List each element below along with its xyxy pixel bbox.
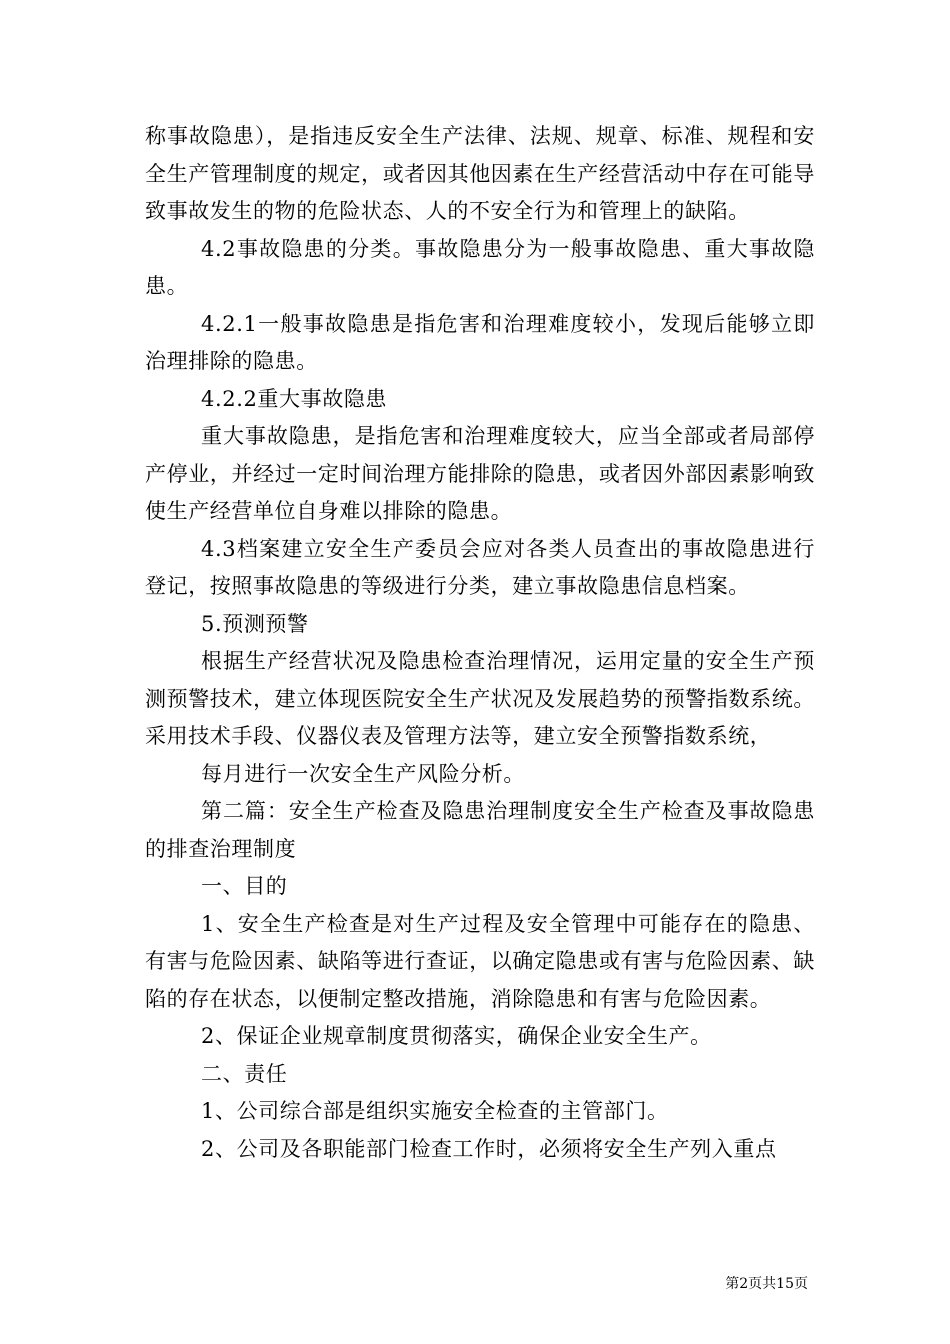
- paragraph: 1、安全生产检查是对生产过程及安全管理中可能存在的隐患、有害与危险因素、缺陷等进行查证，以确定隐患或有害与危险因素、缺陷的存在状态，以便制定整改措施，消除隐患和有害与危险因素。: [145, 911, 815, 1011]
- document-body: [145, 118, 815, 1168]
- paragraph: 二、责任: [201, 1061, 288, 1086]
- paragraph: 4.2.2重大事故隐患: [201, 386, 388, 411]
- paragraph: 2、保证企业规章制度贯彻落实，确保企业安全生产。: [201, 1024, 712, 1048]
- paragraph: 1、公司综合部是组织实施安全检查的主管部门。: [201, 1099, 669, 1123]
- paragraph: 一、目的: [201, 874, 288, 898]
- paragraph: 称事故隐患），是指违反安全生产法律、法规、规章、标准、规程和安全生产管理制度的规定，或者因其他因素在生产经营活动中存在可能导致事故发生的物的危险状态、人的不安全行为和管理上的缺陷。: [145, 124, 815, 223]
- paragraph: 4.2.1一般事故隐患是指危害和治理难度较小，发现后能够立即治理排除的隐患。: [145, 311, 815, 373]
- page-number: 第2页共15页: [725, 1276, 808, 1292]
- paragraph: 4.3档案建立安全生产委员会应对各类人员查出的事故隐患进行登记，按照事故隐患的等级进行分类，建立事故隐患信息档案。: [145, 536, 815, 598]
- paragraph: 每月进行一次安全生产风险分析。: [201, 761, 525, 786]
- paragraph: 5.预测预警: [201, 611, 309, 636]
- paragraph: 重大事故隐患，是指危害和治理难度较大，应当全部或者局部停产停业，并经过一定时间治理方能排除的隐患，或者因外部因素影响致使生产经营单位自身难以排除的隐患。: [145, 424, 815, 523]
- paragraph: 第二篇：安全生产检查及隐患治理制度安全生产检查及事故隐患的排查治理制度: [145, 799, 815, 861]
- paragraph: 4.2事故隐患的分类。事故隐患分为一般事故隐患、重大事故隐患。: [145, 236, 815, 298]
- paragraph: 2、公司及各职能部门检查工作时，必须将安全生产列入重点: [201, 1136, 777, 1161]
- paragraph: 根据生产经营状况及隐患检查治理情况，运用定量的安全生产预测预警技术，建立体现医院安全生产状况及发展趋势的预警指数系统。采用技术手段、仪器仪表及管理方法等，建立安全预警指数系统，: [145, 649, 815, 748]
